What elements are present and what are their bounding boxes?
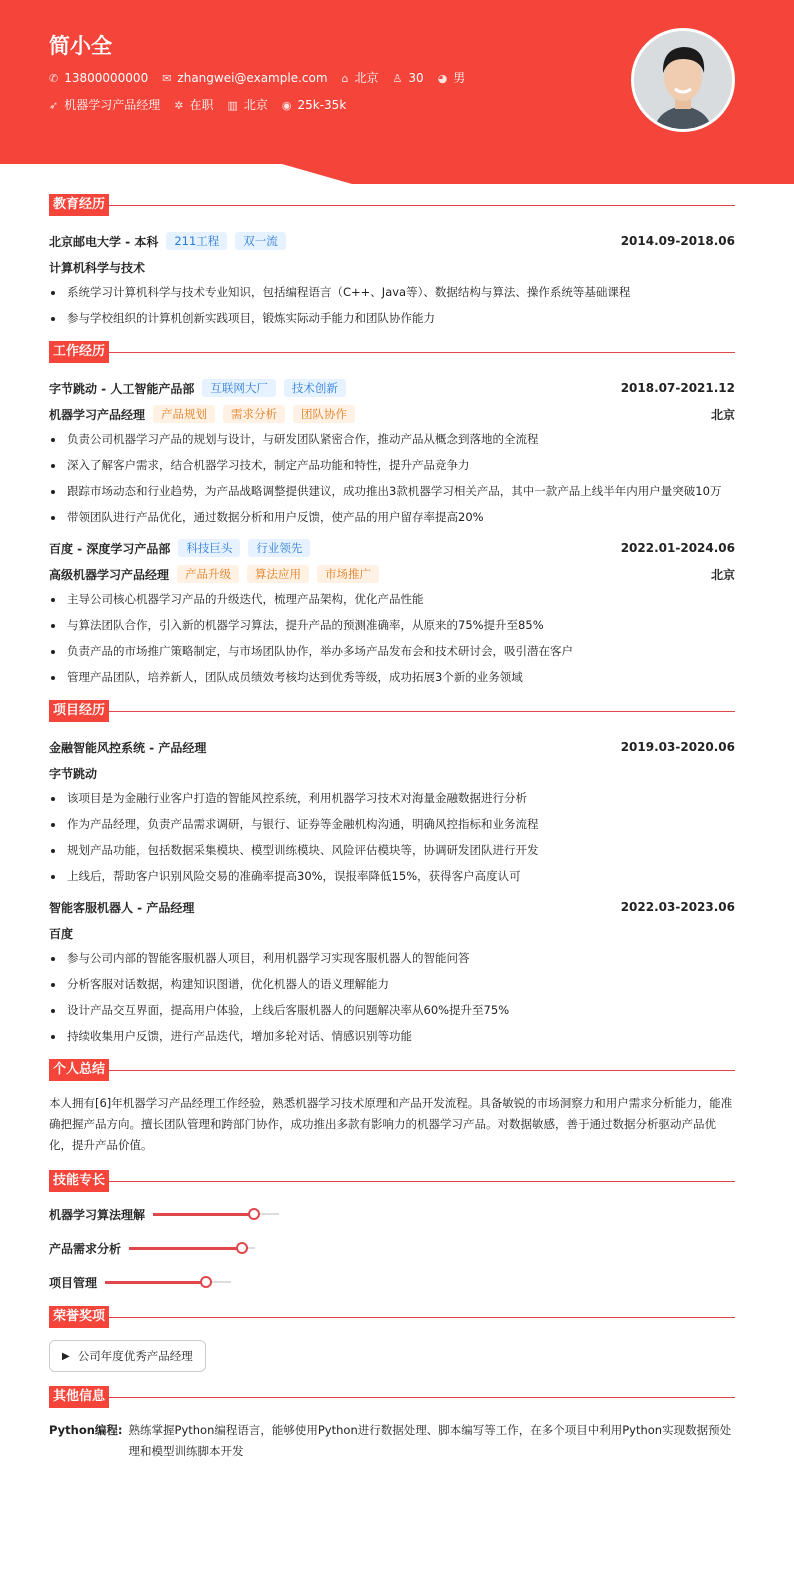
job-status: 在职 xyxy=(189,98,214,112)
tag: 行业领先 xyxy=(248,539,310,557)
section-title: 工作经历 xyxy=(49,341,109,363)
role: 高级机器学习产品经理 xyxy=(49,567,170,582)
list-item: 参与学校组织的计算机创新实践项目，锻炼实际动手能力和团队协作能力 xyxy=(49,310,735,327)
skill-item xyxy=(49,1238,398,1258)
divider xyxy=(109,352,735,353)
list-item: 作为产品经理，负责产品需求调研，与银行、证券等金融机构沟通，明确风控指标和业务流程 xyxy=(49,816,735,833)
list-item: 负责公司机器学习产品的规划与设计，与研发团队紧密合作，推动产品从概念到落地的全流程 xyxy=(49,431,735,448)
bullets xyxy=(49,790,735,885)
major: 计算机科学与技术 xyxy=(49,260,146,275)
work-entry xyxy=(49,375,735,526)
section-title: 荣誉奖项 xyxy=(49,1306,109,1328)
divider xyxy=(109,1181,735,1182)
project-org: 百度 xyxy=(49,926,74,941)
age-icon: ♙ xyxy=(392,71,403,85)
date: 2022.03-2023.06 xyxy=(620,900,735,914)
date: 2022.01-2024.06 xyxy=(620,541,735,555)
list-item: 分析客服对话数据，构建知识图谱，优化机器人的语义理解能力 xyxy=(49,976,735,993)
skill-name: 产品需求分析 xyxy=(49,1241,122,1256)
skill-fill xyxy=(105,1281,206,1284)
bullets xyxy=(49,431,735,526)
list-item: 管理产品团队，培养新人，团队成员绩效考核均达到优秀等级，成功拓展3个新的业务领域 xyxy=(49,669,735,686)
tag: 算法应用 xyxy=(247,565,309,583)
other-label: Python编程: xyxy=(49,1423,123,1437)
date: 2018.07-2021.12 xyxy=(620,381,735,395)
section-work xyxy=(49,341,735,363)
city: 北京 xyxy=(710,567,735,582)
building-icon: ▥ xyxy=(227,99,238,112)
section-summary xyxy=(49,1059,735,1081)
skill-item xyxy=(49,1272,398,1292)
work-entry xyxy=(49,535,735,686)
home-icon: ⌂ xyxy=(341,72,349,85)
divider xyxy=(109,1397,735,1398)
summary-text: 本人拥有[6]年机器学习产品经理工作经验，熟悉机器学习技术原理和产品开发流程。具备敏锐的市场洞察力和用户需求分析能力，能准确把握产品方向。擅长团队管理和跨部门协作，成功推出多款有影响力的机器学习产品。对数据敏感，善于通过数据分析驱动产品优化，提升产品价值。 xyxy=(49,1096,733,1152)
list-item: 持续收集用户反馈，进行产品迭代，增加多轮对话、情感识别等功能 xyxy=(49,1028,735,1045)
skill-slider[interactable] xyxy=(153,1213,279,1215)
section-title: 项目经历 xyxy=(49,700,109,722)
other-item xyxy=(49,1420,735,1462)
age: 30 xyxy=(408,70,424,85)
tag: 需求分析 xyxy=(223,405,285,423)
school: 北京邮电大学 - 本科 xyxy=(49,234,159,249)
project-entry xyxy=(49,894,735,1045)
list-item: 设计产品交互界面，提高用户体验，上线后客服机器人的问题解决率从60%提升至75% xyxy=(49,1002,735,1019)
award-label: 公司年度优秀产品经理 xyxy=(77,1349,193,1363)
divider xyxy=(109,1317,735,1318)
email: zhangwei@example.com xyxy=(177,70,328,85)
skill-slider[interactable] xyxy=(129,1247,255,1249)
skill-slider[interactable] xyxy=(105,1281,231,1283)
list-item: 上线后，帮助客户识别风险交易的准确率提高30%，误报率降低15%，获得客户高度认可 xyxy=(49,868,735,885)
section-title: 教育经历 xyxy=(49,194,109,216)
date: 2014.09-2018.06 xyxy=(620,234,735,248)
list-item: 跟踪市场动态和行业趋势，为产品战略调整提供建议，成功推出3款机器学习相关产品，其中一款产品上线半年内用户量突破10万 xyxy=(49,483,735,500)
section-title: 其他信息 xyxy=(49,1386,109,1408)
skill-fill xyxy=(129,1247,242,1250)
mail-icon: ✉ xyxy=(162,71,172,85)
list-item: 主导公司核心机器学习产品的升级迭代，梳理产品架构，优化产品性能 xyxy=(49,591,735,608)
list-item: 规划产品功能，包括数据采集模块、模型训练模块、风险评估模块等，协调研发团队进行开发 xyxy=(49,842,735,859)
skill-thumb[interactable] xyxy=(200,1276,212,1288)
award-item[interactable] xyxy=(49,1340,206,1372)
resume-body xyxy=(49,180,735,1462)
tag: 双一流 xyxy=(235,232,286,250)
contact-row xyxy=(49,69,465,86)
other-text: 熟练掌握Python编程语言，能够使用Python进行数据处理、脚本编写等工作，在多个项目中利用Python实现数据预处理和模型训练脚本开发 xyxy=(128,1423,732,1458)
role: 机器学习产品经理 xyxy=(49,407,146,422)
send-icon: ➶ xyxy=(49,99,59,112)
section-projects xyxy=(49,700,735,722)
company: 百度 - 深度学习产品部 xyxy=(49,541,171,556)
skill-item xyxy=(49,1204,398,1224)
bullets xyxy=(49,950,735,1045)
company: 字节跳动 - 人工智能产品部 xyxy=(49,381,195,396)
tag: 互联网大厂 xyxy=(202,379,276,397)
salary-icon: ◉ xyxy=(281,98,292,112)
work-city: 北京 xyxy=(243,98,268,112)
list-item: 负责产品的市场推广策略制定，与市场团队协作，举办多场产品发布会和技术研讨会，吸引潜在客户 xyxy=(49,643,735,660)
list-item: 参与公司内部的智能客服机器人项目，利用机器学习实现客服机器人的智能问答 xyxy=(49,950,735,967)
salary: 25k-35k xyxy=(297,97,347,112)
skill-fill xyxy=(153,1213,254,1216)
job-title: 机器学习产品经理 xyxy=(64,98,161,112)
list-item: 该项目是为金融行业客户打造的智能风控系统，利用机器学习技术对海量金融数据进行分析 xyxy=(49,790,735,807)
city: 北京 xyxy=(710,407,735,422)
list-item: 深入了解客户需求，结合机器学习技术，制定产品功能和特性，提升产品竞争力 xyxy=(49,457,735,474)
section-other xyxy=(49,1386,735,1408)
avatar xyxy=(631,28,735,132)
skill-name: 机器学习算法理解 xyxy=(49,1207,146,1222)
divider xyxy=(109,1070,735,1071)
bullets xyxy=(49,591,735,686)
city: 北京 xyxy=(354,71,379,85)
section-skills xyxy=(49,1170,735,1192)
tag: 产品升级 xyxy=(177,565,239,583)
tag: 211工程 xyxy=(166,232,227,250)
project-name: 智能客服机器人 - 产品经理 xyxy=(49,900,195,915)
list-item: 系统学习计算机科学与技术专业知识，包括编程语言（C++、Java等）、数据结构与算法、操作系统等基础课程 xyxy=(49,284,735,301)
divider xyxy=(109,711,735,712)
gender-icon: ◕ xyxy=(437,72,448,85)
date: 2019.03-2020.06 xyxy=(620,740,735,754)
tag: 技术创新 xyxy=(284,379,346,397)
tag: 市场推广 xyxy=(317,565,379,583)
triangle-right-icon: ▶ xyxy=(62,1350,70,1362)
section-title: 技能专长 xyxy=(49,1170,109,1192)
section-education xyxy=(49,194,735,216)
phone: 13800000000 xyxy=(64,70,149,85)
candidate-name: 简小全 xyxy=(49,34,112,58)
project-name: 金融智能风控系统 - 产品经理 xyxy=(49,740,207,755)
list-item: 与算法团队合作，引入新的机器学习算法，提升产品的预测准确率，从原来的75%提升至85% xyxy=(49,617,735,634)
divider xyxy=(109,205,735,206)
education-bullets xyxy=(49,284,735,327)
skill-name: 项目管理 xyxy=(49,1275,98,1290)
job-row xyxy=(49,96,346,113)
skill-thumb[interactable] xyxy=(248,1208,260,1220)
tag: 团队协作 xyxy=(293,405,355,423)
section-awards xyxy=(49,1306,735,1328)
skill-thumb[interactable] xyxy=(236,1242,248,1254)
tag: 科技巨头 xyxy=(178,539,240,557)
project-entry xyxy=(49,734,735,885)
tag: 产品规划 xyxy=(153,405,215,423)
list-item: 带领团队进行产品优化，通过数据分析和用户反馈，使产品的用户留存率提高20% xyxy=(49,509,735,526)
phone-icon: ✆ xyxy=(49,71,59,85)
section-title: 个人总结 xyxy=(49,1059,109,1081)
gear-icon: ✲ xyxy=(174,99,184,112)
project-org: 字节跳动 xyxy=(49,766,98,781)
gender: 男 xyxy=(453,71,466,85)
